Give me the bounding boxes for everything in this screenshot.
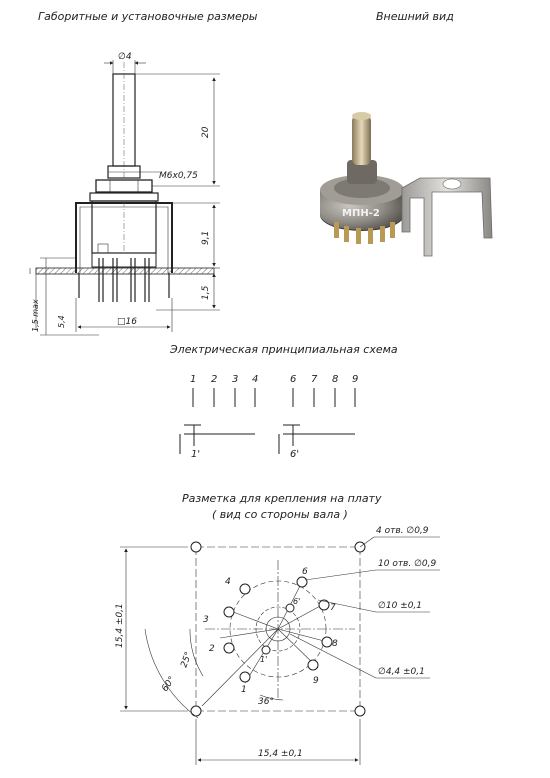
mount-pin-4: 4	[225, 577, 231, 587]
shaft-dia-label: ∅4	[118, 52, 132, 62]
product-photo	[320, 112, 492, 256]
angle-36-label: 36°	[258, 697, 274, 707]
schem-pin-1: 1	[190, 374, 197, 385]
callout-dia-44: ∅4,4 ±0,1	[378, 667, 425, 677]
schematic-title: Электрическая принципиальная схема	[170, 343, 398, 356]
mount-pin-9: 9	[313, 676, 319, 686]
mounting-layout	[115, 526, 440, 765]
photo-label: МПН-2	[342, 208, 380, 219]
schem-pin-4: 4	[252, 374, 259, 385]
callout-dia-10: ∅10 ±0,1	[378, 601, 423, 611]
schem-pin-3: 3	[232, 374, 239, 385]
mount-pin-6p: 6'	[293, 597, 301, 606]
schem-pin-8: 8	[332, 374, 339, 385]
appearance-title: Внешний вид	[376, 10, 454, 23]
mount-pin-1p: 1'	[260, 655, 268, 664]
electrical-schematic	[180, 374, 358, 460]
schem-pin-6: 6	[290, 374, 297, 385]
mount-pin-2: 2	[209, 644, 215, 654]
schem-common-1: 1'	[191, 449, 201, 460]
dim-pins-label: 1,5	[201, 285, 211, 300]
dim-body-label: 9,1	[201, 230, 211, 245]
mount-pin-6: 6	[302, 567, 308, 577]
side-view-drawing	[30, 52, 220, 335]
angle-25-label: 25°	[179, 650, 195, 670]
dimensions-title: Габоритные и установочные размеры	[38, 10, 258, 23]
dim-54-label: 5,4	[57, 315, 66, 328]
schem-pin-2: 2	[211, 374, 218, 385]
mounting-subtitle: ( вид со стороны вала )	[212, 508, 348, 521]
callout-holes-4: 4 отв. ∅0,9	[376, 526, 429, 536]
dim-max-label: 1,5 max	[31, 299, 40, 332]
mounting-title: Разметка для крепления на плату	[182, 492, 382, 505]
thread-label: М6х0,75	[159, 171, 198, 181]
schem-pin-9: 9	[352, 374, 359, 385]
dim-shaft-label: 20	[201, 126, 211, 138]
schem-pin-7: 7	[311, 374, 318, 385]
mount-pin-3: 3	[203, 615, 209, 625]
pcb-section	[36, 268, 214, 274]
dim-width-label: 15,4 ±0,1	[258, 749, 303, 759]
callout-holes-10: 10 отв. ∅0,9	[378, 559, 437, 569]
mount-pin-8: 8	[332, 639, 338, 649]
dim-height-label: 15,4 ±0,1	[115, 603, 125, 648]
mount-pin-7: 7	[330, 603, 336, 613]
mount-pin-1: 1	[241, 685, 247, 695]
angle-60-label: 60°	[160, 674, 178, 694]
schem-common-6: 6'	[290, 449, 300, 460]
dim-square-label: □16	[117, 317, 137, 327]
